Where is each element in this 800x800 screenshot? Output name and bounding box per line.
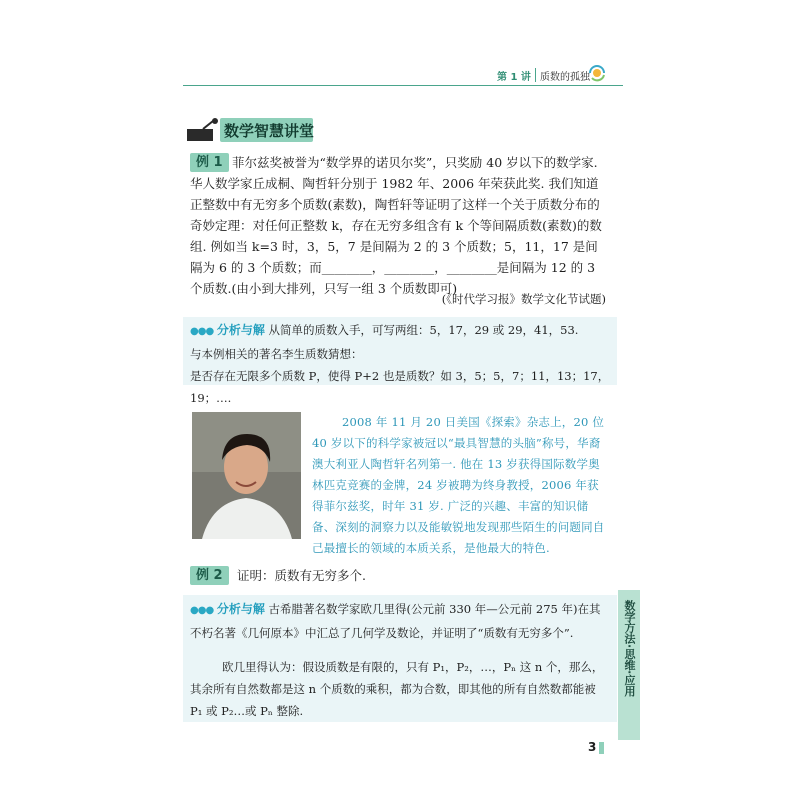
example-2-question: 证明：质数有无穷多个. xyxy=(237,568,366,583)
analysis-2-para2: 欧几里得认为：假设质数是有限的，只有 P₁，P₂，…，Pₙ 这 n 个，那么，其余所有自然数都是这 n 个质数的乘积，都为合数，即其他的所有自然数都能被 P₁ 或 P₂…或 Pₙ 整除. xyxy=(190,660,604,718)
example-2-tag: 例 2 xyxy=(190,566,229,585)
analysis-2-label: 分析与解 xyxy=(216,602,265,616)
analysis-2-para1: 古希腊著名数学家欧几里得(公元前 330 年—公元前 275 年)在其不朽名著《几何原本》中汇总了几何学及数论，并证明了“质数有无穷多个”. xyxy=(190,602,601,640)
page-number-marker xyxy=(599,742,604,754)
analysis-1-label: 分析与解 xyxy=(216,323,265,337)
sun-swirl-icon xyxy=(587,63,607,83)
example-1-tag: 例 1 xyxy=(190,153,229,172)
chapter-title: 质数的孤独 xyxy=(540,72,590,83)
section-banner-title: 数学智慧讲堂 xyxy=(224,122,315,140)
example-1-body: 菲尔兹奖被誉为“数学界的诺贝尔奖”，只奖励 40 岁以下的数学家. 华人数学家丘成桐、陶哲轩分别于 1982 年、2006 年荣获此奖. 我们知道正整数中有无穷多个质数(素数)，陶哲轩等证明了这样一个关于质数分布的奇妙定理：对任何正整数 k，存在无穷多组含有 k 个等间隔质数(素数)的数组. 例如当 k=3 时，3，5，7 是间隔为 2 的 3 个质数；5，11，17 是间隔为 6 的 3 个质数；而________，________，________是间隔为 12 的 3 个质数.(由小到大排列，只写一组 3 个质数即可) xyxy=(190,155,602,296)
bio-paragraph: 2008 年 11 月 20 日美国《探索》杂志上，20 位 40 岁以下的科学家被冠以“最具智慧的头脑”称号，华裔澳大利亚人陶哲轩名列第一. 他在 13 岁获得国际数学奥林匹克竞赛的金牌，24 岁被聘为终身教授，2006 年获得菲尔兹奖，时年 31 岁. 广泛的兴趣、丰富的知识储备、深刻的洞察力以及能敏锐地发现那些陌生的问题同自己最擅长的领域的本质关系，是他最大的特色. xyxy=(312,415,605,555)
example-1-source: (《时代学习报》数学文化节试题) xyxy=(441,292,606,306)
analysis-1-line2: 与本例相关的著名李生质数猜想： xyxy=(190,347,363,361)
side-tab-label: 数学方法·思维·应用 xyxy=(623,600,636,697)
header-separator xyxy=(535,68,536,82)
lecture-number: 第 1 讲 xyxy=(497,72,531,83)
analysis-1-line3: 是否存在无限多个质数 P，使得 P+2 也是质数？如 3，5；5，7；11，13；17，19；…. xyxy=(190,369,610,405)
page-number: 3 xyxy=(588,740,597,754)
lectern-microphone-icon xyxy=(183,118,223,142)
analysis-1-line1: 从简单的质数入手，可写两组：5，17，29 或 29，41，53. xyxy=(268,323,579,337)
dots-icon: ●●● xyxy=(190,605,214,616)
header-rule xyxy=(183,85,623,86)
analysis-2-para1-block xyxy=(190,598,610,644)
analysis-1-text xyxy=(190,319,615,409)
dots-icon: ●●● xyxy=(190,326,214,337)
portrait-photo xyxy=(192,412,301,539)
